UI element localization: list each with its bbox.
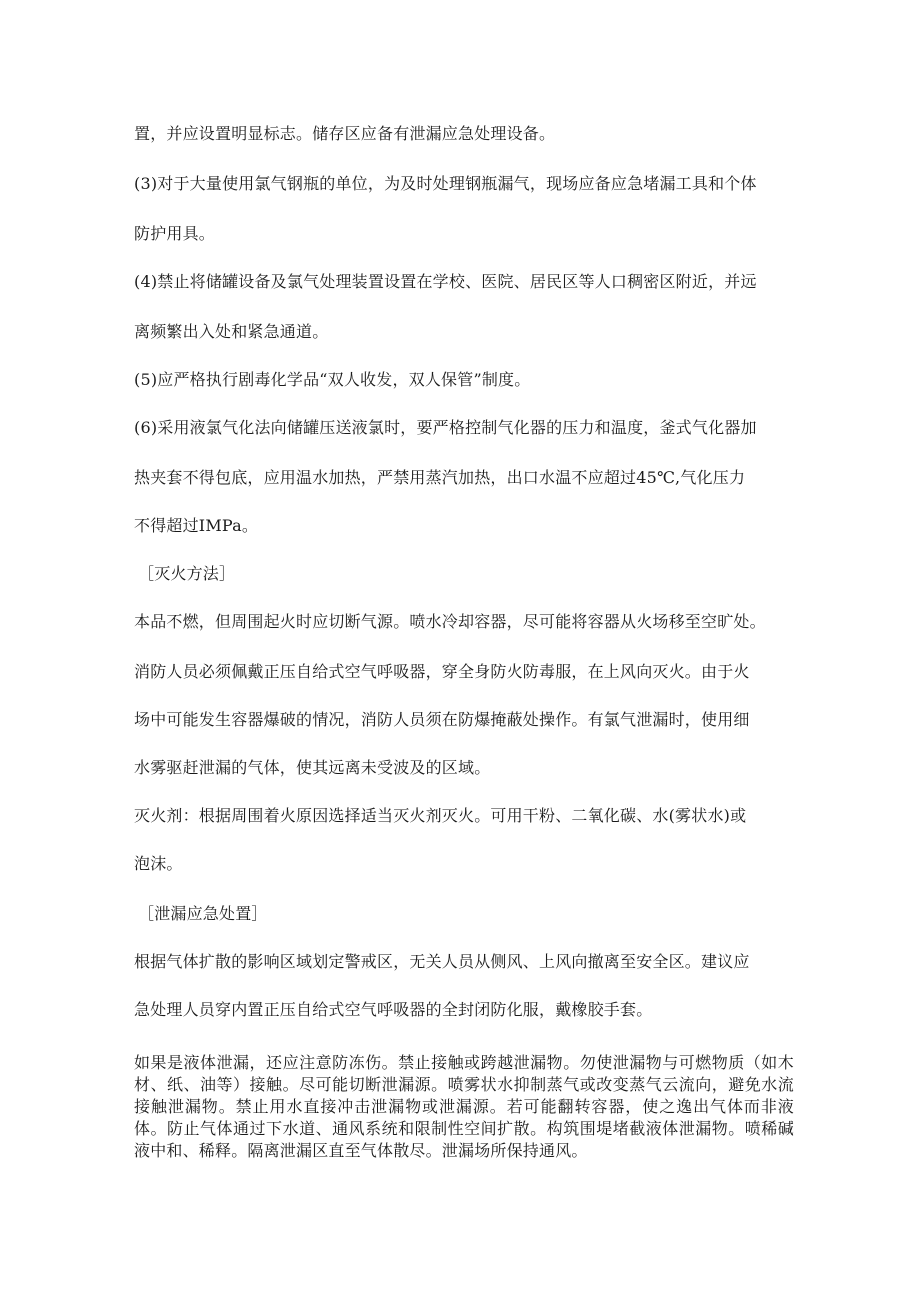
text-line: 热夹套不得包底，应用温水加热，严禁用蒸汽加热，出口水温不应超过45℃,气化压力 — [134, 468, 746, 487]
section-heading-leak-response: ［泄漏应急处置］ — [138, 904, 268, 923]
text-line: (3)对于大量使用氯气钢瓶的单位，为及时处理钢瓶漏气，现场应备应急堵漏工具和个体 — [134, 174, 757, 193]
text-line: 根据气体扩散的影响区域划定警戒区，无关人员从侧风、上风向撤离至安全区。建议应 — [134, 952, 750, 971]
text-line: 不得超过IMPa。 — [134, 516, 259, 535]
text-line: (5)应严格执行剧毒化学品“双人收发，双人保管”制度。 — [134, 370, 531, 389]
text-line: 急处理人员穿内置正压自给式空气呼吸器的全封闭防化服，戴橡胶手套。 — [134, 1000, 653, 1019]
text-line: (6)采用液氯气化法向储罐压送液氯时，要严格控制气化器的压力和温度，釜式气化器加 — [134, 418, 757, 437]
text-line: 泡沫。 — [134, 854, 183, 873]
text-line: 场中可能发生容器爆破的情况，消防人员须在防爆掩蔽处操作。有氯气泄漏时，使用细 — [134, 710, 750, 729]
final-paragraph: 如果是液体泄漏，还应注意防冻伤。禁止接触或跨越泄漏物。勿使泄漏物与可燃物质（如木材、纸、油等）接触。尽可能切断泄漏源。喷雾状水抑制蒸气或改变蒸气云流向，避免水流接触泄漏物。禁止用水直接冲击泄漏物或泄漏源。若可能翻转容器，使之逸出气体而非液体。防止气体通过下水道、通风系统和限制性空间扩散。构筑围堤堵截液体泄漏物。喷稀碱液中和、稀释。隔离泄漏区直至气体散尽。泄漏场所保持通风。 — [134, 1053, 794, 1160]
section-heading-fire-fighting: ［灭火方法］ — [138, 564, 236, 583]
text-line: 防护用具。 — [134, 224, 216, 243]
text-line: 灭火剂：根据周围着火原因选择适当灭火剂灭火。可用干粉、二氧化碳、水(雾状水)或 — [134, 806, 747, 825]
text-line: 置，并应设置明显标志。储存区应备有泄漏应急处理设备。 — [134, 124, 556, 143]
text-line: 水雾驱赶泄漏的气体，使其远离未受波及的区域。 — [134, 758, 491, 777]
text-line: (4)禁止将储罐设备及氯气处理装置设置在学校、医院、居民区等人口稠密区附近，并远 — [134, 272, 757, 291]
text-line: 离频繁出入处和紧急通道。 — [134, 322, 329, 341]
text-line: 本品不燃，但周围起火时应切断气源。喷水冷却容器，尽可能将容器从火场移至空旷处。 — [134, 612, 766, 631]
text-line: 消防人员必须佩戴正压自给式空气呼吸器，穿全身防火防毒服，在上风向灭火。由于火 — [134, 662, 750, 681]
